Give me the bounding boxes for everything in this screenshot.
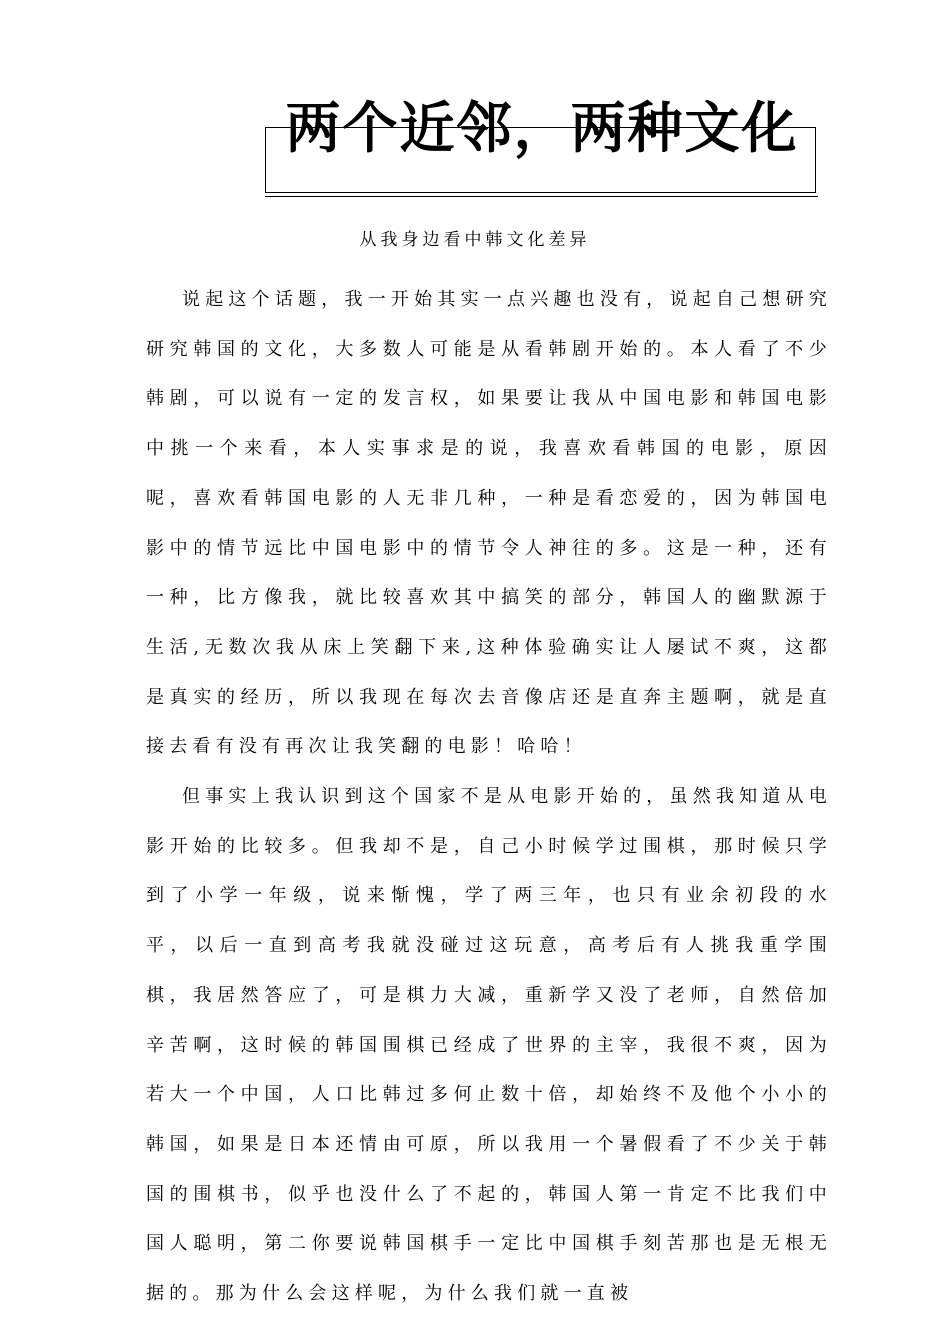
paragraph-2: 但事实上我认识到这个国家不是从电影开始的，虽然我知道从电影开始的比较多。但我却不是，自己小时候学过围棋，那时候只学到了小学一年级，说来惭愧，学了两三年，也只有业余初段的水平，以后一直到高考我就没碰过这玩意，高考后有人挑我重学围棋，我居然答应了，可是棋力大减，重新学又没了老师，自然倍加辛苦啊，这时候的韩国围棋已经成了世界的主宰，我很不爽，因为若大一个中国，人口比韩过多何止数十倍，却始终不及他个小小的韩国，如果是日本还情由可原，所以我用一个暑假看了不少关于韩国的围棋书，似乎也没什么了不起的，韩国人第一肯定不比我们中国人聪明，第二你要说韩国棋手一定比中国棋手刻苦那也是无根无据的。那为什么会这样呢，为什么我们就一直被: [146, 786, 832, 1305]
title-frame-underline: [265, 196, 818, 197]
paragraph-1: 说起这个话题，我一开始其实一点兴趣也没有，说起自己想研究研究韩国的文化，大多数人可能是从看韩剧开始的。本人看了不少韩剧，可以说有一定的发言权，如果要让我从中国电影和韩国电影中挑一个来看，本人实事求是的说，我喜欢看韩国的电影，原因呢，喜欢看韩国电影的人无非几种，一种是看恋爱的，因为韩国电影中的情节远比中国电影中的情节令人神往的多。这是一种，还有一种，比方像我，就比较喜欢其中搞笑的部分，韩国人的幽默源于生活,无数次我从床上笑翻下来,这种体验确实让人屡试不爽，这都是真实的经历，所以我现在每次去音像店还是直奔主题啊，就是直接去看有没有再次让我笑翻的电影！哈哈！: [146, 289, 832, 758]
document-title: 两个近邻，两种文化: [285, 96, 799, 160]
document-subtitle: 从我身边看中韩文化差异: [359, 230, 591, 250]
document-body: [146, 275, 832, 1319]
